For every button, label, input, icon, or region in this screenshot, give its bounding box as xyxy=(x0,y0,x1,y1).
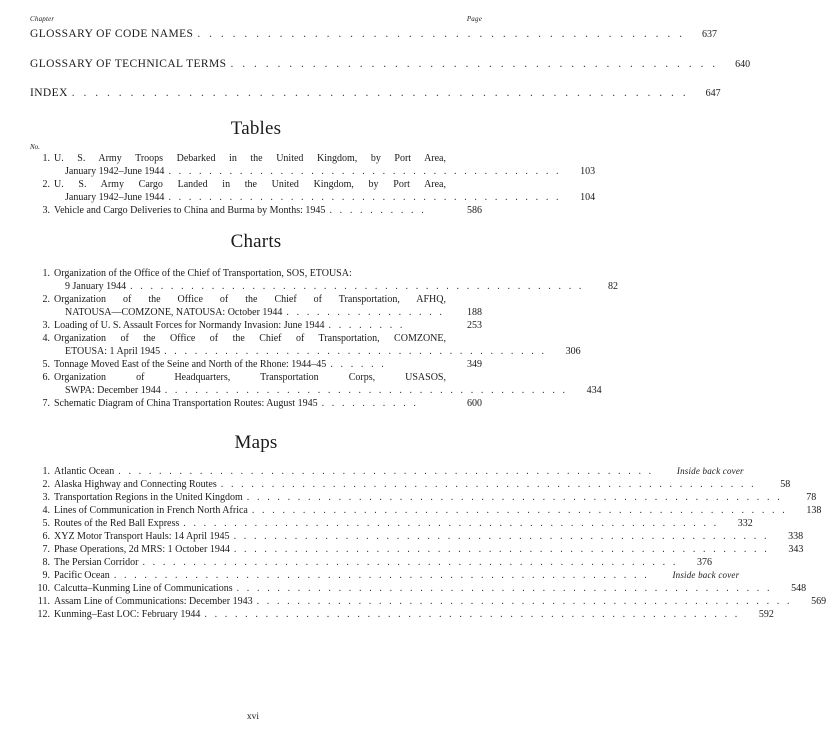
list-item xyxy=(30,465,744,478)
dot-leader: . . . . . . . . . . . . . . . . . . . . . . . . . . . . . . . . . . . . . . xyxy=(164,346,547,357)
item-number: 1. xyxy=(42,466,50,477)
list-item xyxy=(30,204,482,217)
dot-leader: . . . . . . . . . . . . . . . . . . . . . . . . . . . . . . . . . . . . . . . xyxy=(168,192,562,203)
list-item xyxy=(30,152,596,178)
item-number: 2. xyxy=(42,479,50,490)
entry-page: 637 xyxy=(701,29,717,40)
entry-page: 647 xyxy=(705,88,721,99)
item-title-line1: Organization of the Office of the Chief of Transportation, COMZONE, xyxy=(54,333,446,344)
item-page: 188 xyxy=(467,307,482,318)
dot-leader: . . . . . . . . . . . . . . . . . . . . . . . . . . . . . . . . . . . . . . . . . . . . . . . . . . . . . xyxy=(183,518,719,529)
dot-leader: . . . . . . . . xyxy=(328,320,406,331)
chapter-column-label: Chapter xyxy=(30,15,55,23)
item-number: 6. xyxy=(42,372,50,383)
item-title: Pacific Ocean xyxy=(54,570,110,581)
item-number: 7. xyxy=(42,398,50,409)
item-number: 5. xyxy=(42,359,50,370)
item-title: Routes of the Red Ball Express xyxy=(54,518,180,529)
dot-leader: . . . . . . . . . . xyxy=(329,205,427,216)
page-column-label: Page xyxy=(466,15,482,23)
list-item xyxy=(30,491,817,504)
dot-leader: . . . . . . . . . . . . . . . . . . . . . . . . . . . . . . . . . . . . . . . . . . . . . . . . . . . . . xyxy=(251,505,788,516)
item-title-line1: Organization of Headquarters, Transportation Corps, USASOS, xyxy=(54,372,446,383)
entry-title: GLOSSARY OF TECHNICAL TERMS xyxy=(30,58,227,70)
item-page: 332 xyxy=(737,518,753,529)
item-page: Inside back cover xyxy=(672,570,740,580)
tables-heading: Tables xyxy=(230,118,282,139)
dot-leader: . . . . . . . . . . . . . . . . . . . . . . . . . . . . . . . . . . . . . . . . . . . . . . . . . . . . . xyxy=(233,531,770,542)
item-page: 138 xyxy=(806,505,822,516)
item-number: 4. xyxy=(42,505,50,516)
item-page: Inside back cover xyxy=(676,466,744,476)
list-item xyxy=(30,556,712,569)
item-number: 7. xyxy=(42,544,50,555)
glossary-code-names-entry xyxy=(30,27,717,41)
item-number: 11. xyxy=(37,596,50,607)
list-item xyxy=(30,517,753,530)
list-item xyxy=(30,478,791,491)
item-page: 78 xyxy=(806,492,817,503)
dot-leader: . . . . . . . . . . . . . . . . . . . . . . . . . . . . . . . . . . . . . . . . . . . . . . . . . . . . . xyxy=(71,87,689,99)
item-title: Loading of U. S. Assault Forces for Normandy Invasion: June 1944 xyxy=(54,320,325,331)
glossary-technical-terms-entry xyxy=(30,57,751,71)
item-title: Schematic Diagram of China Transportation Routes: August 1945 xyxy=(54,398,318,409)
item-number: 2. xyxy=(42,179,50,190)
page-number: xvi xyxy=(246,712,260,722)
item-number: 4. xyxy=(42,333,50,344)
dot-leader: . . . . . . . . . . . . . . . . . . . . . . . . . . . . . . . . . . . . . . . . . . . . . . . . . . . . . xyxy=(256,596,793,607)
dot-leader: . . . . . . . . . . . . . . . . . . . . . . . . . . . . . . . . . . . . . . . . . . . . . . . . . . . . . xyxy=(236,583,773,594)
item-title: Calcutta–Kunming Line of Communications xyxy=(54,583,233,594)
entry-page: 640 xyxy=(735,59,751,70)
item-title: Lines of Communication in French North Africa xyxy=(54,505,248,516)
item-number: 5. xyxy=(42,518,50,529)
list-item xyxy=(30,543,804,556)
item-page: 338 xyxy=(788,531,804,542)
item-title-line2: NATOUSA—COMZONE, NATOUSA: October 1944 xyxy=(65,307,283,318)
list-item xyxy=(30,595,826,608)
item-title-line2: 9 January 1944 xyxy=(65,281,127,292)
entry-title: GLOSSARY OF CODE NAMES xyxy=(30,28,194,40)
dot-leader: . . . . . . . . . . . . . . . . . . . . . . . . . . . . . . . . . . . . . . . . . . . . . . . . . . . . . xyxy=(204,609,740,620)
dot-leader: . . . . . . . . . . . . . . . . . . . . . . . . . . . . . . . . . . . . . . . . . . . . . . . . . . . . . xyxy=(118,466,654,477)
item-title-line2: ETOUSA: 1 April 1945 xyxy=(65,346,161,357)
list-item xyxy=(30,608,774,621)
item-title: Phase Operations, 2d MRS: 1 October 1944 xyxy=(54,544,230,555)
item-title: Vehicle and Cargo Deliveries to China and Burma by Months: 1945 xyxy=(54,205,326,216)
maps-heading: Maps xyxy=(234,432,278,453)
item-page: 82 xyxy=(608,281,619,292)
list-item xyxy=(30,569,740,582)
item-title: Alaska Highway and Connecting Routes xyxy=(54,479,217,490)
dot-leader: . . . . . . . . . . . . . . . . . . . . . . . . . . . . . . . . . . . . . . . . . . . . . xyxy=(130,281,585,292)
dot-leader: . . . . . . . . . . . . . . . . . . . . . . . . . . . . . . . . . . . . . . . . . . . . . . . . . . . . . xyxy=(113,570,650,581)
dot-leader: . . . . . . . . . . . . . . . . . . . . . . . . . . . . . . . . . . . . . . . xyxy=(168,166,562,177)
list-item xyxy=(30,267,619,293)
dot-leader: . . . . . . . . . . xyxy=(321,398,419,409)
item-page: 103 xyxy=(580,166,596,177)
item-page: 349 xyxy=(467,359,482,370)
item-title-line2: January 1942–June 1944 xyxy=(65,166,165,177)
dot-leader: . . . . . . . . . . . . . . . . xyxy=(286,307,445,318)
item-number: 3. xyxy=(42,492,50,503)
item-page: 58 xyxy=(780,479,791,490)
dot-leader: . . . . . . . . . . . . . . . . . . . . . . . . . . . . . . . . . . . . . . . . . . . . . . . . . . . . . xyxy=(220,479,757,490)
item-title: Atlantic Ocean xyxy=(54,466,115,477)
item-page: 104 xyxy=(580,192,596,203)
list-item xyxy=(30,319,482,332)
top-entries xyxy=(30,27,751,100)
item-page: 569 xyxy=(811,596,826,607)
item-title: The Persian Corridor xyxy=(54,557,139,568)
dot-leader: . . . . . . . . . . . . . . . . . . . . . . . . . . . . . . . . . . . . . . . . . . . . . . . . . . . . . xyxy=(142,557,678,568)
dot-leader: . . . . . . xyxy=(330,359,387,370)
list-item xyxy=(30,371,602,397)
dot-leader: . . . . . . . . . . . . . . . . . . . . . . . . . . . . . . . . . . . . . . . . . . xyxy=(197,28,685,40)
item-page: 586 xyxy=(467,205,482,216)
index-entry xyxy=(30,86,721,100)
contents-page xyxy=(30,14,826,621)
item-page: 343 xyxy=(788,544,804,555)
item-page: 434 xyxy=(586,385,602,396)
item-page: 592 xyxy=(758,609,774,620)
item-number: 3. xyxy=(42,205,50,216)
column-header xyxy=(30,14,482,25)
item-number: 12. xyxy=(37,609,50,620)
item-number: 1. xyxy=(42,153,50,164)
entry-title: INDEX xyxy=(30,87,68,99)
dot-leader: . . . . . . . . . . . . . . . . . . . . . . . . . . . . . . . . . . . . . . . . . . . . . . . . . . . . . xyxy=(246,492,783,503)
item-title-line2: SWPA: December 1944 xyxy=(65,385,161,396)
item-page: 376 xyxy=(696,557,712,568)
item-title: Transportation Regions in the United Kingdom xyxy=(54,492,243,503)
item-title-line1: Organization of the Office of the Chief of Transportation, SOS, ETOUSA: xyxy=(54,268,352,279)
item-title: XYZ Motor Transport Hauls: 14 April 1945 xyxy=(54,531,230,542)
number-label: No. xyxy=(30,143,40,151)
item-title: Tonnage Moved East of the Seine and North of the Rhone: 1944–45 xyxy=(54,359,327,370)
item-page: 548 xyxy=(791,583,807,594)
maps-list xyxy=(30,465,826,621)
list-item xyxy=(30,397,482,410)
item-number: 3. xyxy=(42,320,50,331)
list-item xyxy=(30,530,804,543)
item-page: 253 xyxy=(467,320,482,331)
list-item xyxy=(30,332,581,358)
list-item xyxy=(30,504,822,517)
item-page: 306 xyxy=(565,346,581,357)
item-number: 6. xyxy=(42,531,50,542)
dot-leader: . . . . . . . . . . . . . . . . . . . . . . . . . . . . . . . . . . . . . . . . . . . . . . . . . . . . . xyxy=(233,544,770,555)
list-item xyxy=(30,178,596,204)
list-item xyxy=(30,582,807,595)
item-title-line2: January 1942–June 1944 xyxy=(65,192,165,203)
item-number: 1. xyxy=(42,268,50,279)
item-page: 600 xyxy=(467,398,482,409)
list-item xyxy=(30,293,482,319)
charts-heading: Charts xyxy=(230,231,282,252)
item-number: 9. xyxy=(42,570,50,581)
item-title: Assam Line of Communications: December 1943 xyxy=(54,596,253,607)
list-item xyxy=(30,358,482,371)
item-number: 2. xyxy=(42,294,50,305)
dot-leader: . . . . . . . . . . . . . . . . . . . . . . . . . . . . . . . . . . . . . . . . xyxy=(164,385,568,396)
charts-list xyxy=(30,267,619,410)
item-title-line1: Organization of the Office of the Chief of Transportation, AFHQ, xyxy=(54,294,446,305)
item-number: 8. xyxy=(42,557,50,568)
dot-leader: . . . . . . . . . . . . . . . . . . . . . . . . . . . . . . . . . . . . . . . . . . xyxy=(230,58,719,70)
tables-list xyxy=(30,152,596,217)
item-title-line1: U. S. Army Cargo Landed in the United Kingdom, by Port Area, xyxy=(54,179,446,190)
item-number: 10. xyxy=(37,583,50,594)
item-title: Kunming–East LOC: February 1944 xyxy=(54,609,201,620)
item-title-line1: U. S. Army Troops Debarked in the United Kingdom, by Port Area, xyxy=(54,153,446,164)
